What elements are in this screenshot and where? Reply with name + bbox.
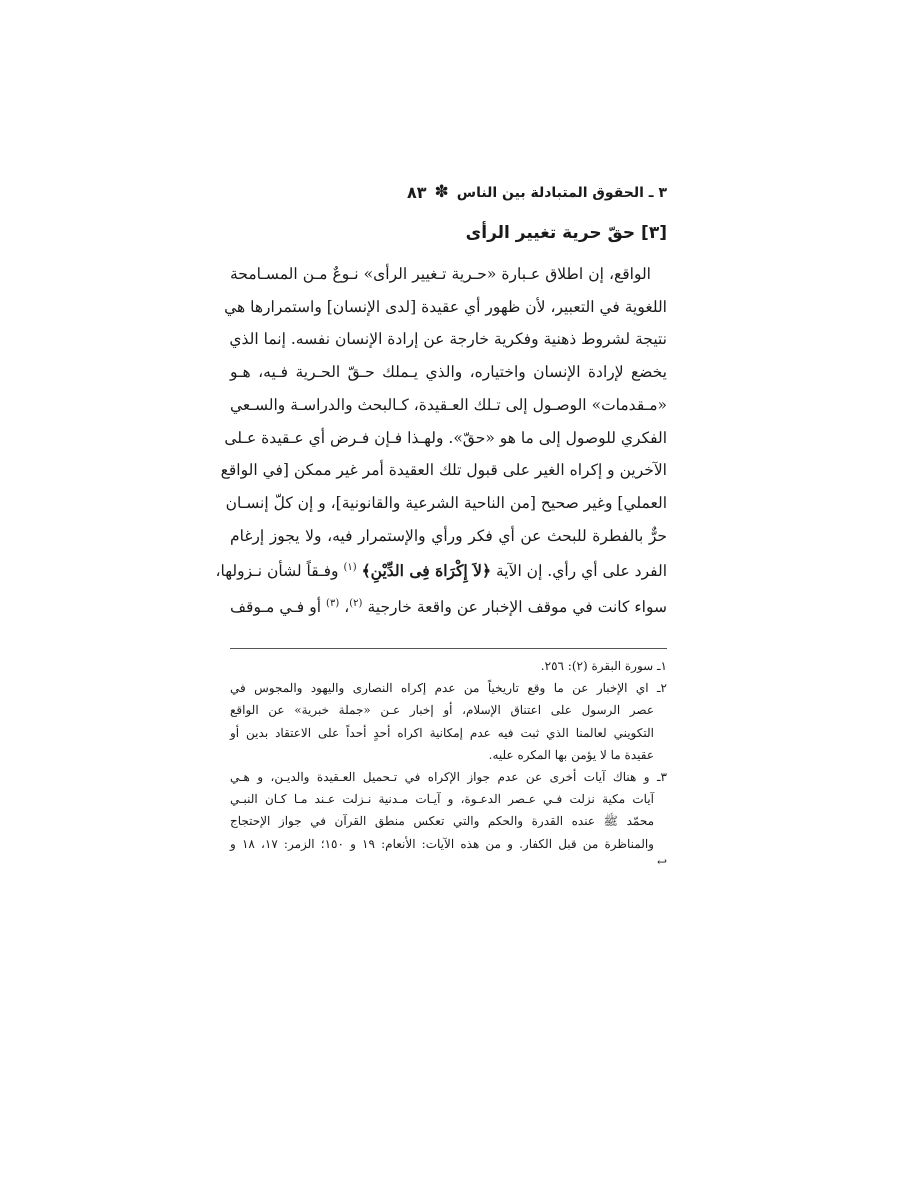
footnote-2-line: عقيدة ما لا يؤمن بها المكره عليه. [488,747,654,762]
body-line: يخضع لإرادة الإنسان واختياره، والذي يـملك حـقّ الحـرية فـيه، هـو [230,363,667,382]
page-number: ٨٣ [407,183,427,202]
footnote-ref-1[interactable]: (١) [343,562,357,574]
line-text: وفـقاً لشأن نـزولها، [215,562,344,581]
footnote-divider [230,648,667,649]
body-line-with-verse [215,552,667,588]
footnotes [230,655,667,869]
body-line: الواقع، إن اطلاق عـبارة «حـرية تـغيير الرأى» نـوعٌ مـن المسـامحة [230,265,651,283]
line-text: الفرد على أي رأي. إن الآية [491,562,667,581]
body-line: الفكري للوصول إلى ما هو «حقّ». ولهـذا فـإن فـرض أي عـقيدة عـلى [224,428,667,447]
body-line: نتيجة لشروط ذهنية وفكرية خارجة عن إرادة الإنسان نفسه. إنما الذي [229,330,667,349]
footnote-ref-2[interactable]: (٢) [349,598,363,610]
line-text: ، [339,598,350,617]
section-title: [٣] حقّ حرية تغيير الرأى [465,223,667,243]
running-header [407,183,667,202]
body-line-with-refs [230,588,667,624]
footnote-2-line: عصر الرسول على اعتناق الإسلام، أو إخبار عـن «جملة خبرية» عن الواقع [230,703,654,718]
footnote-2: ٢ـ اي الإخبار عن ما وقع تاريخياً من عدم إكراه النصارى واليهود والمجوس في [230,681,667,696]
footnote-3-line: محمّد ﷺ عنده القدرة والحكم والتي تعكس منطق القرآن في جواز الإحتجاج [230,814,654,829]
footnote-3-line: آيات مكية نزلت فـي عـصر الدعـوة، و آيـات مـدنية نـزلت عـند مـا كـان النبـي [230,792,654,807]
body-line: العملي] وغير صحيح [من الناحية الشرعية والقانونية]، و إن كلّ إنسـان [225,493,667,512]
footnote-ref-3[interactable]: (٣) [326,598,340,610]
continue-arrow-icon: ↩ [656,854,667,869]
chapter-title: ٣ ـ الحقوق المتبادلة بين الناس [456,184,667,201]
flower-ornament-icon: ✽ [434,182,449,202]
body-paragraph [215,258,667,624]
body-line: اللغوية في التعبير، لأن ظهور أي عقيدة [لدى الإنسان] واستمرارها هي [224,297,667,316]
book-page [215,0,667,1200]
footnote-2-line: التكويني لعالمنا الذي ثبت فيه عدم إمكانية اكراه أحدٍ أحداً على الاعتقاد بدين أو [230,725,654,740]
line-text: سواء كانت في موقف الإخبار عن واقعة خارجية [362,598,667,617]
footnote-3-line: والمناظرة من قبل الكفار. و من هذه الآيات: الأنعام: ١٩ و ١٥٠؛ الزمر: ١٧، ١٨ و [230,836,654,851]
line-text: أو فـي مـوقف [230,598,327,617]
footnote-3: ٣ـ و هناك آيات أخرى عن عدم جواز الإكراه في تـحميل العـقيدة والديـن، و هـي [230,770,667,785]
body-line: حرٌّ بالفطرة للبحث عن أي فكر ورأي والإستمرار فيه، ولا يجوز إرغام [230,526,667,545]
body-line: الآخرين و إكراه الغير على قبول تلك العقيدة أمر غير ممكن [في الواقع [220,461,667,480]
quran-verse: ﴿لاَ إِكْرَاهَ فِى الدِّيْنِ﴾ [361,561,492,581]
body-line: «مـقدمات» الوصـول إلى تـلك العـقيدة، كـالبحث والدراسـة والسـعي [230,395,667,414]
footnote-1: ١ـ سورة البقرة (٢): ٢٥٦. [540,659,667,673]
